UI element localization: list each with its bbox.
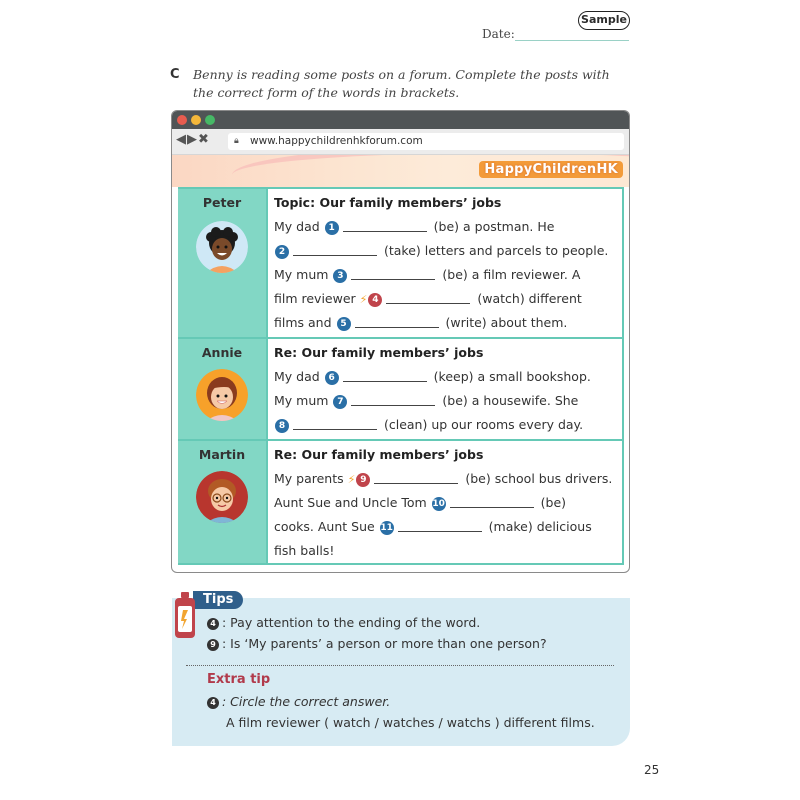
post-line: My mum 3 (be) a film reviewer. A: [274, 267, 581, 282]
date-line: [515, 40, 629, 41]
post-martin: [178, 439, 624, 565]
post-line: film reviewer ⚡ 4 (watch) different: [274, 291, 582, 306]
browser-navbar: [172, 129, 629, 155]
tips-label: Tips: [193, 591, 243, 609]
post-topic: Re: Our family members’ jobs: [274, 447, 484, 462]
author-name: Annie: [201, 345, 243, 360]
question-number: 4: [368, 293, 382, 307]
tip-item: 9 : Is ‘My parents’ a person or more than one person?: [207, 636, 547, 651]
answer-blank[interactable]: [374, 483, 458, 484]
date-label: Date:: [482, 27, 515, 41]
author-name: Martin: [198, 447, 246, 462]
avatar-peter: [196, 221, 248, 273]
posts-container: [178, 187, 624, 567]
tip-number: 4: [207, 697, 219, 709]
question-number: 8: [275, 419, 289, 433]
answer-blank[interactable]: [450, 507, 534, 508]
answer-blank[interactable]: [398, 531, 482, 532]
extra-tip-instruction: 4 : Circle the correct answer.: [207, 694, 390, 709]
question-number: 11: [380, 523, 393, 533]
nav-arrows-icon[interactable]: ◀▶✖: [176, 132, 210, 147]
question-number: 3: [333, 269, 347, 283]
extra-tip-title: Extra tip: [207, 672, 271, 687]
post-line: My dad 6 (keep) a small bookshop.: [274, 369, 591, 384]
question-number: 6: [325, 371, 339, 385]
question-instruction: Benny is reading some posts on a forum. Complete the posts with the correct form of the words in brackets.: [193, 67, 610, 100]
post-line: My dad 1 (be) a postman. He: [274, 219, 555, 234]
post-line: films and 5 (write) about them.: [274, 315, 568, 330]
maximize-dot-icon[interactable]: [205, 115, 215, 125]
extra-tip-question[interactable]: A film reviewer ( watch / watches / watchs ) different films.: [226, 715, 595, 730]
answer-blank[interactable]: [386, 303, 470, 304]
lightning-icon: ⚡: [359, 293, 368, 306]
post-line: Aunt Sue and Uncle Tom 10 (be): [274, 495, 567, 510]
post-annie: [178, 337, 624, 439]
post-line: fish balls!: [274, 543, 335, 558]
tip-item: 4 : Pay attention to the ending of the word.: [207, 615, 480, 630]
minimize-dot-icon[interactable]: [191, 115, 201, 125]
post-sidebar: [178, 339, 266, 439]
answer-blank[interactable]: [293, 255, 377, 256]
post-sidebar: [178, 441, 266, 563]
answer-blank[interactable]: [343, 231, 427, 232]
question-number: 9: [356, 473, 370, 487]
bottle-icon: [173, 592, 197, 640]
answer-blank[interactable]: [343, 381, 427, 382]
question-letter: C: [170, 67, 180, 82]
post-sidebar: [178, 189, 266, 337]
tips-divider: [186, 665, 614, 666]
answer-blank[interactable]: [351, 279, 435, 280]
author-name: Peter: [202, 195, 242, 210]
close-dot-icon[interactable]: [177, 115, 187, 125]
browser-titlebar: [172, 111, 629, 129]
avatar-martin: [196, 471, 248, 523]
lock-icon: 🔒︎: [234, 136, 239, 146]
question-number: 7: [333, 395, 347, 409]
post-topic: Re: Our family members’ jobs: [274, 345, 484, 360]
answer-blank[interactable]: [351, 405, 435, 406]
question-number: 2: [275, 245, 289, 259]
avatar-annie: [196, 369, 248, 421]
forum-logo: HappyChildrenHK: [479, 161, 623, 178]
url-text: www.happychildrenhkforum.com: [250, 135, 423, 147]
question-number: 10: [432, 499, 445, 509]
post-peter: [178, 187, 624, 337]
lightning-icon: ⚡: [347, 473, 356, 486]
post-line: 8 (clean) up our rooms every day.: [274, 417, 583, 433]
tip-number: 9: [207, 639, 219, 651]
post-topic: Topic: Our family members’ jobs: [274, 195, 502, 210]
page-number: 25: [644, 763, 660, 777]
forum-banner: [172, 155, 629, 187]
post-line: cooks. Aunt Sue 11 (make) delicious: [274, 519, 592, 534]
answer-blank[interactable]: [355, 327, 439, 328]
tip-number: 4: [207, 618, 219, 630]
answer-blank[interactable]: [293, 429, 377, 430]
sample-badge: Sample: [578, 11, 630, 30]
browser-window: [171, 110, 630, 573]
url-bar[interactable]: [228, 133, 624, 150]
post-line: My parents ⚡ 9 (be) school bus drivers.: [274, 471, 613, 486]
post-line: 2 (take) letters and parcels to people.: [274, 243, 608, 259]
question-number: 1: [325, 221, 339, 235]
question-number: 5: [337, 317, 351, 331]
post-line: My mum 7 (be) a housewife. She: [274, 393, 579, 408]
